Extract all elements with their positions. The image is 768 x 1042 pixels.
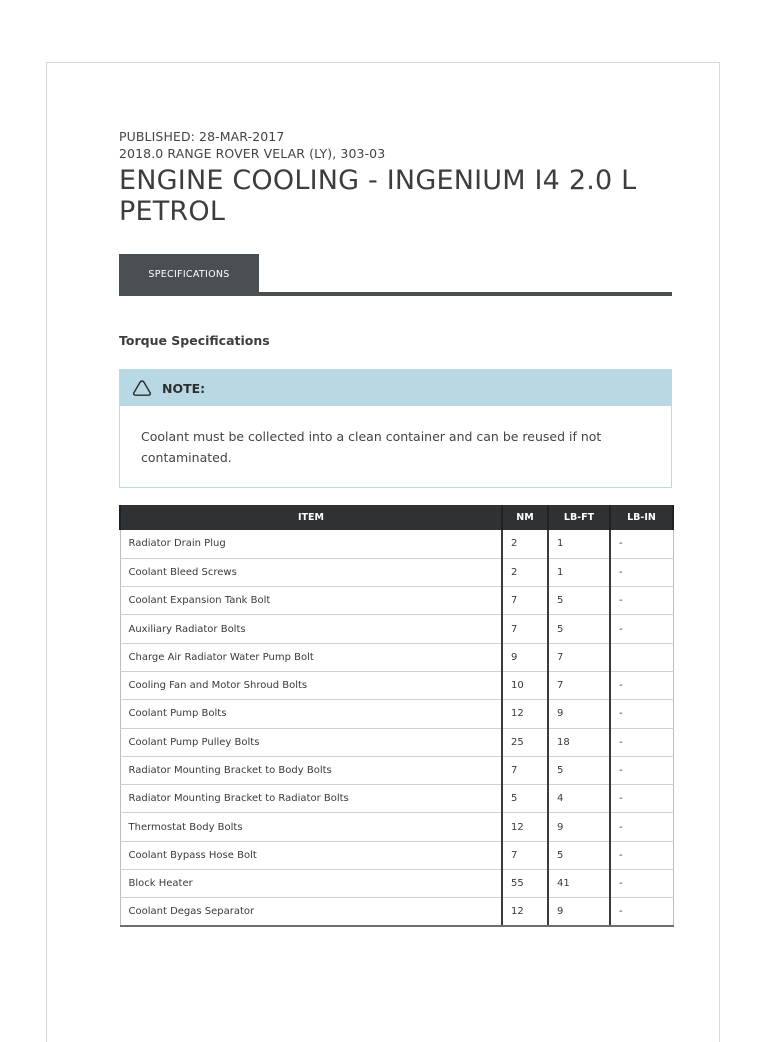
cell-lb-ft: 1 (548, 558, 610, 586)
cell-lb-in: - (610, 898, 673, 926)
cell-lb-in: - (610, 756, 673, 784)
cell-lb-ft: 18 (548, 728, 610, 756)
page-title: ENGINE COOLING - INGENIUM I4 2.0 L PETROL (119, 165, 637, 227)
header-nm: NM (502, 505, 548, 530)
cell-lb-in: - (610, 785, 673, 813)
section-heading: Torque Specifications (119, 333, 270, 348)
cell-item: Charge Air Radiator Water Pump Bolt (120, 643, 502, 671)
published-date: PUBLISHED: 28-MAR-2017 (119, 129, 285, 144)
cell-nm: 7 (502, 587, 548, 615)
tab-specifications[interactable] (119, 254, 259, 294)
table-row (120, 898, 673, 926)
cell-lb-ft: 9 (548, 700, 610, 728)
vehicle-reference: 2018.0 RANGE ROVER VELAR (LY), 303-03 (119, 146, 386, 161)
cell-lb-in: - (610, 728, 673, 756)
table-row (120, 671, 673, 699)
cell-lb-ft: 9 (548, 898, 610, 926)
cell-nm: 12 (502, 898, 548, 926)
table-header-row (120, 505, 673, 530)
tab-label: SPECIFICATIONS (148, 268, 230, 280)
cell-lb-in: - (610, 587, 673, 615)
cell-lb-in: - (610, 615, 673, 643)
table-row (120, 558, 673, 586)
table-row (120, 700, 673, 728)
table-row (120, 728, 673, 756)
note-box (119, 369, 672, 488)
header-item: ITEM (120, 505, 502, 530)
cell-nm: 12 (502, 700, 548, 728)
cell-nm: 7 (502, 615, 548, 643)
cell-lb-in: - (610, 841, 673, 869)
table-row (120, 785, 673, 813)
warning-triangle-icon (132, 379, 152, 397)
note-label: NOTE: (162, 380, 206, 396)
table-row (120, 841, 673, 869)
table-row (120, 643, 673, 671)
cell-lb-in: - (610, 870, 673, 898)
cell-lb-ft: 41 (548, 870, 610, 898)
cell-item: Radiator Mounting Bracket to Radiator Bolts (120, 785, 502, 813)
table-row (120, 530, 673, 558)
header-lb-in: LB-IN (610, 505, 673, 530)
table-body (120, 530, 673, 926)
cell-nm: 12 (502, 813, 548, 841)
cell-lb-ft: 7 (548, 671, 610, 699)
cell-lb-in (610, 643, 673, 671)
cell-item: Radiator Drain Plug (120, 530, 502, 558)
cell-lb-ft: 7 (548, 643, 610, 671)
cell-item: Cooling Fan and Motor Shroud Bolts (120, 671, 502, 699)
cell-nm: 7 (502, 756, 548, 784)
cell-lb-in: - (610, 700, 673, 728)
cell-nm: 2 (502, 558, 548, 586)
cell-item: Radiator Mounting Bracket to Body Bolts (120, 756, 502, 784)
cell-nm: 7 (502, 841, 548, 869)
cell-lb-in: - (610, 813, 673, 841)
cell-nm: 9 (502, 643, 548, 671)
table-row (120, 813, 673, 841)
cell-lb-ft: 4 (548, 785, 610, 813)
cell-lb-ft: 5 (548, 841, 610, 869)
cell-nm: 25 (502, 728, 548, 756)
table-row (120, 756, 673, 784)
cell-lb-in: - (610, 671, 673, 699)
table-row (120, 870, 673, 898)
cell-lb-in: - (610, 530, 673, 558)
table-row (120, 587, 673, 615)
cell-item: Coolant Pump Bolts (120, 700, 502, 728)
cell-nm: 5 (502, 785, 548, 813)
cell-nm: 2 (502, 530, 548, 558)
note-text: Coolant must be collected into a clean container and can be reused if not contaminated. (141, 429, 602, 465)
cell-lb-in: - (610, 558, 673, 586)
cell-item: Coolant Pump Pulley Bolts (120, 728, 502, 756)
cell-lb-ft: 9 (548, 813, 610, 841)
header-lb-ft: LB-FT (548, 505, 610, 530)
cell-item: Auxiliary Radiator Bolts (120, 615, 502, 643)
note-header (120, 370, 671, 406)
cell-nm: 55 (502, 870, 548, 898)
cell-nm: 10 (502, 671, 548, 699)
tab-underline (119, 292, 672, 296)
cell-lb-ft: 1 (548, 530, 610, 558)
cell-item: Coolant Bypass Hose Bolt (120, 841, 502, 869)
cell-item: Coolant Expansion Tank Bolt (120, 587, 502, 615)
cell-lb-ft: 5 (548, 756, 610, 784)
cell-lb-ft: 5 (548, 587, 610, 615)
torque-table (119, 505, 674, 927)
cell-item: Coolant Bleed Screws (120, 558, 502, 586)
table-row (120, 615, 673, 643)
cell-item: Thermostat Body Bolts (120, 813, 502, 841)
cell-lb-ft: 5 (548, 615, 610, 643)
cell-item: Block Heater (120, 870, 502, 898)
cell-item: Coolant Degas Separator (120, 898, 502, 926)
